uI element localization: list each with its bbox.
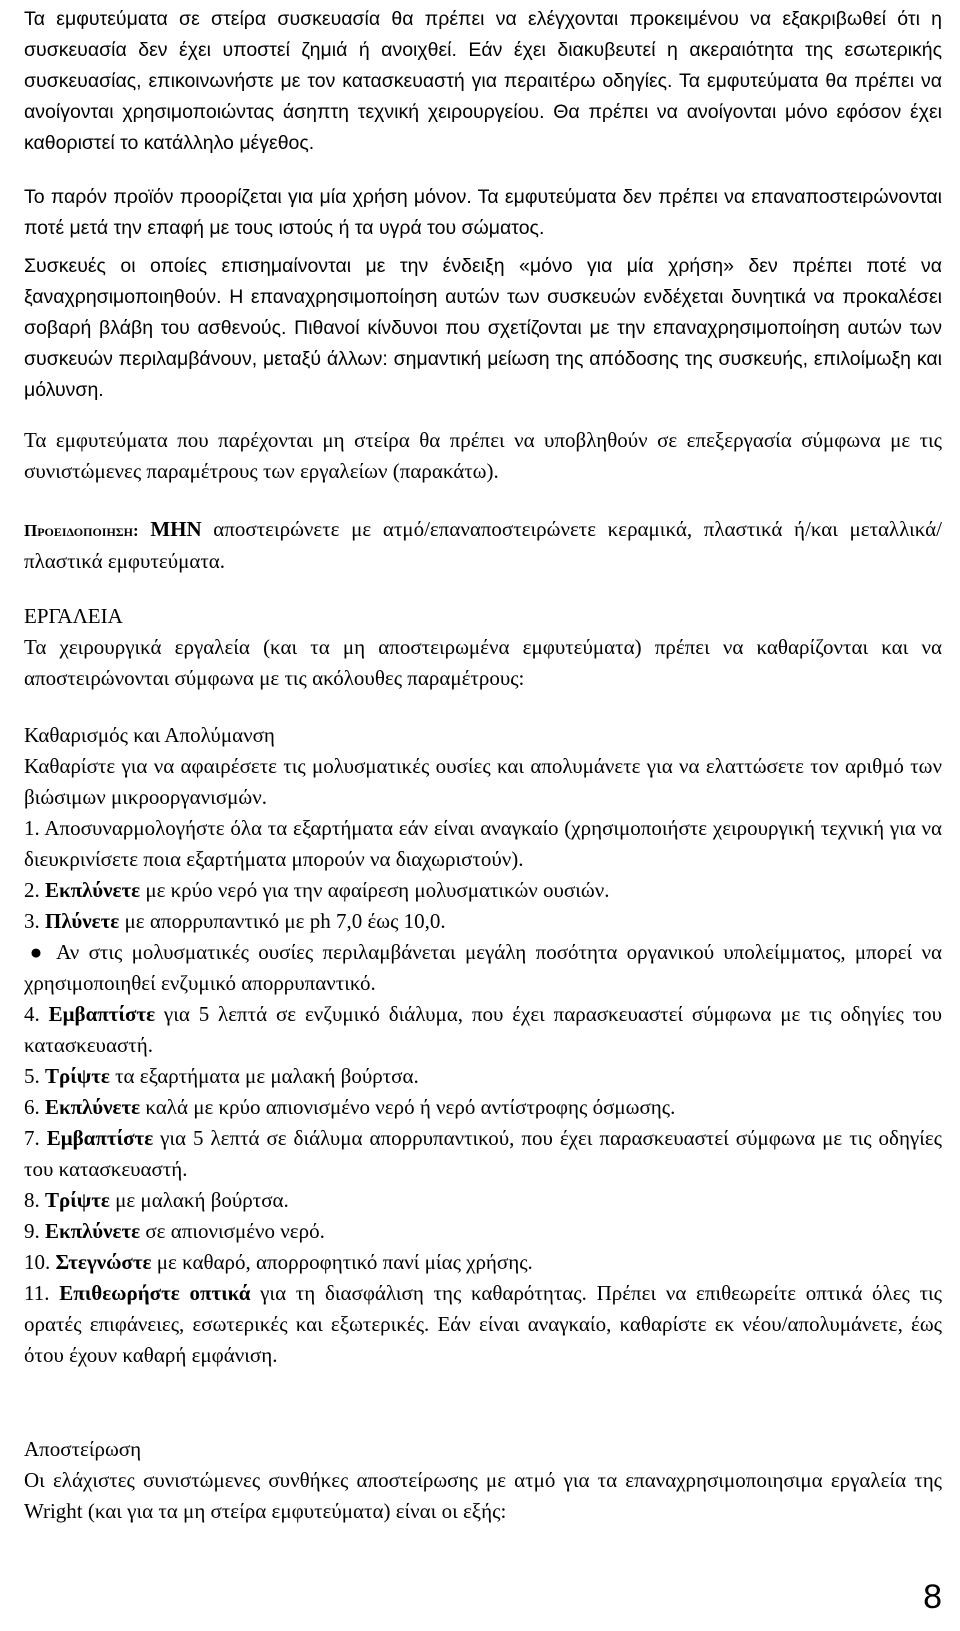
- step-10: 10. Στεγνώστε με καθαρό, απορροφητικό πανί μίας χρήσης.: [24, 1250, 533, 1274]
- step-1: 1. Αποσυναρμολογήστε όλα τα εξαρτήματα εάν είναι αναγκαίο (χρησιμοποιήστε χειρουργική τεχνική για να διευκρινίσετε ποια εξαρτήματα μπορούν να διαχωριστούν).: [24, 816, 943, 871]
- intro-paragraph-3: Συσκευές οι οποίες επισημαίνονται με την ένδειξη «μόνο για μία χρήση» δεν πρέπει ποτέ να ξαναχρησιμοποιηθούν. Η επαναχρησιμοποίηση αυτών των συσκευών ενδέχεται δυνητικά να προκαλέσει σοβαρή βλάβη του ασθενούς. Πιθανοί κίνδυνοι που σχετίζονται με την επαναχρησιμοποίηση αυτών των συσκευών περιλαμβάνουν, μεταξύ άλλων: σημαντική μείωση της απόδοσης της συσκευής, επιλοίμωξη και μόλυνση.: [24, 255, 942, 401]
- cleaning-section: [24, 720, 942, 1371]
- tools-heading: ΕΡΓΑΛΕΙΑ: [24, 604, 123, 628]
- intro-paragraph-2: Το παρόν προϊόν προορίζεται για μία χρήση μόνον. Τα εμφυτεύματα δεν πρέπει να επαναποστειρώνονται ποτέ μετά την επαφή με τους ιστούς ή τα υγρά του σώματος.: [24, 186, 942, 239]
- sterilization-text: Οι ελάχιστες συνιστώμενες συνθήκες αποστείρωσης με ατμό για τα επαναχρησιμοποιησιμα εργαλεία της Wright (και για τα μη στείρα εμφυτεύματα) είναι οι εξής:: [24, 1468, 942, 1523]
- step-3-bullet: ● Αν στις μολυσματικές ουσίες περιλαμβάνεται μεγάλη ποσότητα οργανικού υπολείμματος, μπορεί να χρησιμοποιηθεί ενζυμικό απορρυπαντικό.: [24, 937, 942, 999]
- intro-paragraph-4: Τα εμφυτεύματα που παρέχονται μη στείρα θα πρέπει να υποβληθούν σε επεξεργασία σύμφωνα με τις συνιστώμενες παραμέτρους των εργαλείων (παρακάτω).: [24, 428, 942, 483]
- sterilization-heading: Αποστείρωση: [24, 1437, 142, 1461]
- step-9: 9. Εκπλύνετε σε απιονισμένο νερό.: [24, 1219, 325, 1243]
- bullet-icon: ●: [29, 940, 43, 964]
- step-6: 6. Εκπλύνετε καλά με κρύο απιονισμένο νερό ή νερό αντίστροφης όσμωσης.: [24, 1095, 676, 1119]
- warning-label: Προειδοποιηση:: [24, 521, 139, 540]
- step-8: 8. Τρίψτε με μαλακή βούρτσα.: [24, 1188, 289, 1212]
- tools-section: [24, 601, 942, 694]
- warning-paragraph: [24, 514, 942, 577]
- step-4: 4. Εμβαπτίστε για 5 λεπτά σε ενζυμικό διάλυμα, που έχει παρασκευαστεί σύμφωνα με τις οδηγίες του κατασκευαστή.: [24, 1002, 943, 1057]
- tools-text: Τα χειρουργικά εργαλεία (και τα μη αποστειρωμένα εμφυτεύματα) πρέπει να καθαρίζονται και να αποστειρώνονται σύμφωνα με τις ακόλουθες παραμέτρους:: [24, 635, 942, 690]
- cleaning-heading: Καθαρισμός και Απολύμανση: [24, 723, 275, 747]
- step-11: 11. Επιθεωρήστε οπτικά για τη διασφάλιση της καθαρότητας. Πρέπει να επιθεωρείτε οπτικά όλες τις ορατές επιφάνειες, εσωτερικές και εξωτερικές. Εάν είναι αναγκαίο, καθαρίστε εκ νέου/απολυμάνετε, έως ότου έχουν καθαρή εμφάνιση.: [24, 1281, 942, 1367]
- warning-emphasis: ΜΗΝ: [150, 517, 202, 541]
- step-7: 7. Εμβαπτίστε για 5 λεπτά σε διάλυμα απορρυπαντικού, που έχει παρασκευαστεί σύμφωνα με τις οδηγίες του κατασκευαστή.: [24, 1126, 942, 1181]
- cleaning-intro: Καθαρίστε για να αφαιρέσετε τις μολυσματικές ουσίες και απολυμάνετε για να ελαττώσετε τον αριθμό των βιώσιμων μικροοργανισμών.: [24, 754, 942, 809]
- intro-paragraph-1: Τα εμφυτεύματα σε στείρα συσκευασία θα πρέπει να ελέγχονται προκειμένου να εξακριβωθεί ότι η συσκευασία δεν έχει υποστεί ζημιά ή ανοιχθεί. Εάν έχει διακυβευτεί η ακεραιότητα της εσωτερικής συσκευασίας, επικοινωνήστε με τον κατασκευαστή για περαιτέρω οδηγίες. Τα εμφυτεύματα θα πρέπει να ανοίγονται χρησιμοποιώντας άσηπτη τεχνική χειρουργείου. Θα πρέπει να ανοίγονται μόνο εφόσον έχει καθοριστεί το κατάλληλο μέγεθος.: [24, 8, 942, 154]
- warning-text: αποστειρώνετε με ατμό/επαναποστειρώνετε κεραμικά, πλαστικά ή/και μεταλλικά/πλαστικά εμφυτεύματα.: [24, 517, 943, 573]
- page-number: 8: [923, 1578, 942, 1616]
- sterilization-section: [24, 1434, 942, 1527]
- step-3: 3. Πλύνετε με απορρυπαντικό με ph 7,0 έως 10,0.: [24, 909, 446, 933]
- step-5: 5. Τρίψτε τα εξαρτήματα με μαλακή βούρτσα.: [24, 1064, 419, 1088]
- step-2: 2. Εκπλύνετε με κρύο νερό για την αφαίρεση μολυσματικών ουσιών.: [24, 878, 610, 902]
